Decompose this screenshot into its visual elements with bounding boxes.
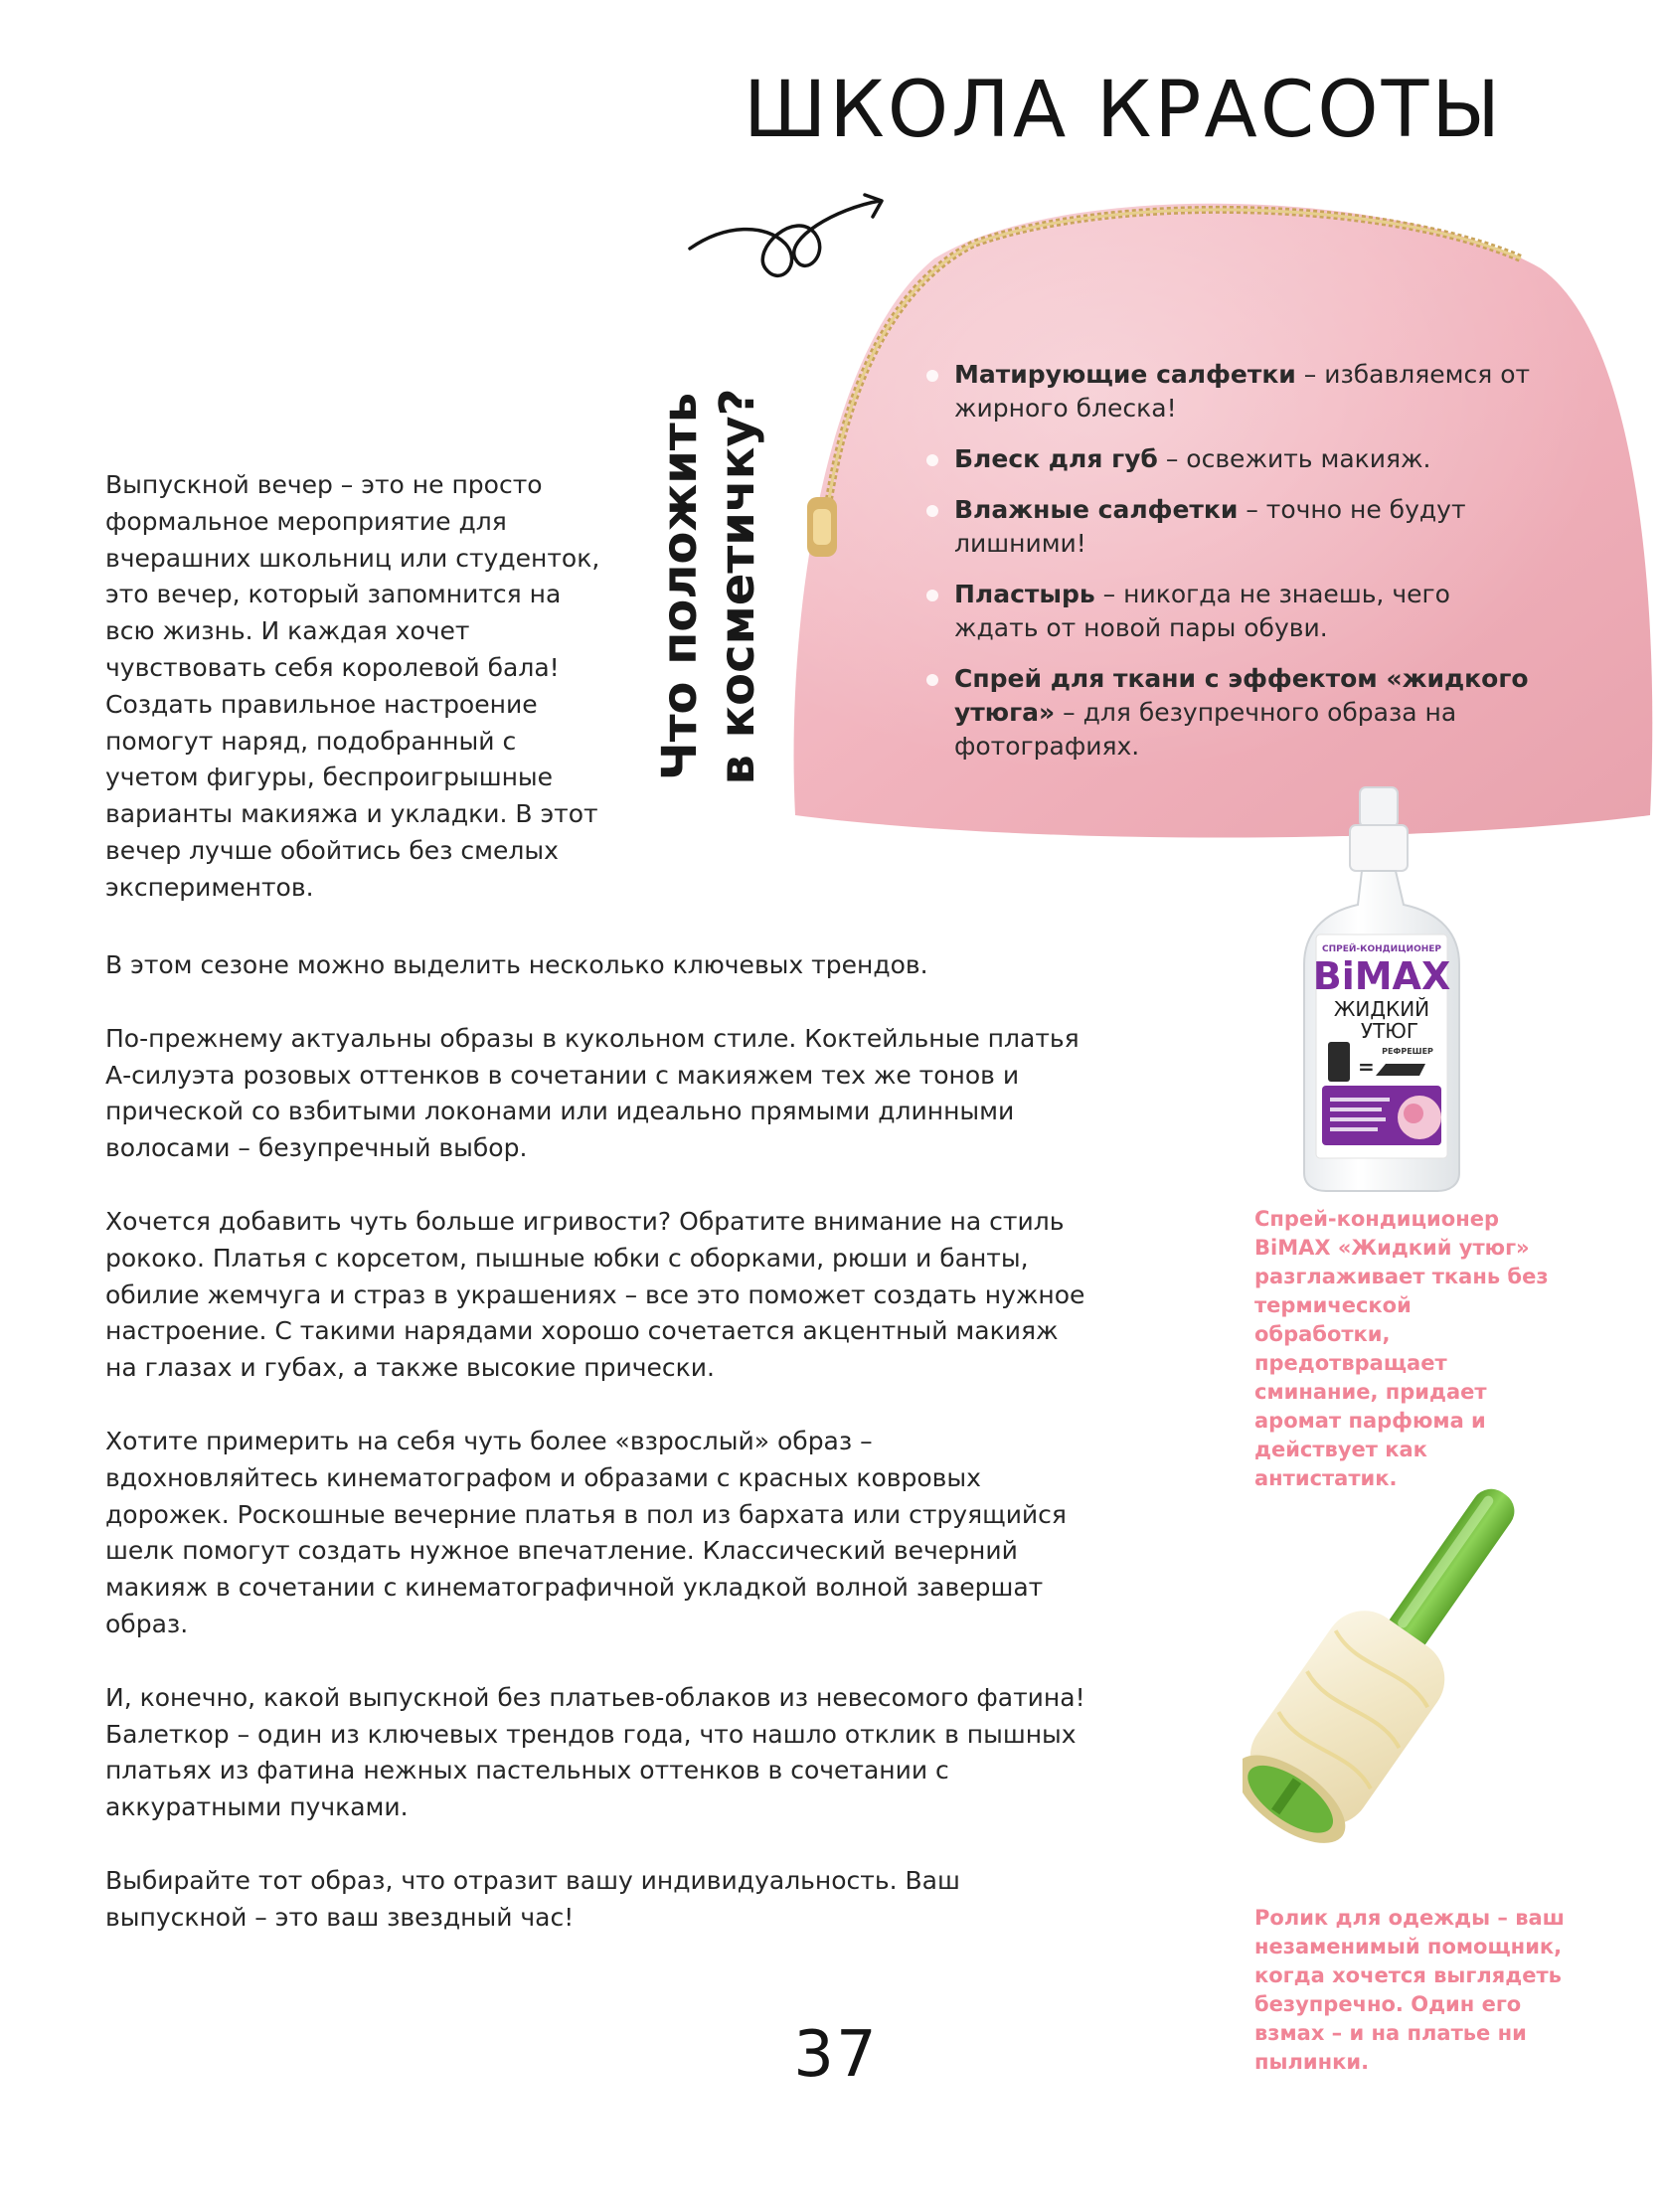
checklist-item: Пластырь – никогда не знаешь, чего ждать от новой пары обуви. <box>924 578 1541 645</box>
checklist-item: Матирующие салфетки – избавляемся от жирного блеска! <box>924 358 1541 425</box>
body-paragraph: В этом сезоне можно выделить несколько ключевых трендов. <box>105 950 928 979</box>
body-paragraph: И, конечно, какой выпускной без платьев-облаков из невесомого фатина! Балеткор – один из ключевых трендов года, что нашло отклик в пышных платьях из фатина нежных пастельных оттенков в сочетании с аккуратными пучками. <box>105 1682 1085 1822</box>
checklist-item: Спрей для ткани с эффектом «жидкого утюга» – для безупречного образа на фотографиях. <box>924 662 1541 764</box>
body-paragraph: Выбирайте тот образ, что отразит вашу индивидуальность. Ваш выпускной – это ваш звездный час! <box>105 1865 960 1932</box>
spray-name-line2: УТЮГ <box>1360 1019 1419 1043</box>
body-paragraph: Хочется добавить чуть больше игривости? Обратите внимание на стиль рококо. Платья с корсетом, пышные юбки с оборками, рюши и банты, обилие жемчуга и страз в украшениях – все это поможет создать нужное настроение. С такими нарядами хорошо сочетается акцентный макияж на глазах и губах, а также высокие прически. <box>105 1206 1085 1383</box>
pouch-checklist <box>924 358 1541 780</box>
svg-text:=: = <box>1358 1055 1375 1079</box>
roller-caption: Ролик для одежды – ваш незаменимый помощник, когда хочется выглядеть безупречно. Один его взмах – и на платье ни пылинки. <box>1254 1906 1565 2074</box>
section-title: ШКОЛА КРАСОТЫ <box>744 66 1504 155</box>
intro-paragraph: Выпускной вечер – это не просто формальное мероприятие для вчерашних школьниц или студенток, это вечер, который запомнится на всю жизнь. И каждая хочет чувствовать себя королевой бала! Создать правильное настроение помогут наряд, подобранный с учетом фигуры, беспроигрышные варианты макияжа и укладки. В этот вечер лучше обойтись без смелых экспериментов. <box>105 470 600 902</box>
page-number: 37 <box>793 2018 879 2092</box>
vertical-heading-line-1: Что положить <box>652 392 708 781</box>
spray-name-line1: ЖИДКИЙ <box>1333 997 1430 1021</box>
body-paragraph: Хотите примерить на себя чуть более «взрослый» образ – вдохновляйтесь кинематографом и образами с красных ковровых дорожек. Роскошные вечерние платья в пол из бархата или струящийся шелк помогут создать нужное впечатление. Классический вечерний макияж в сочетании с кинематографичной укладкой волной завершат образ. <box>105 1426 1067 1638</box>
spray-label-top: СПРЕЙ-КОНДИЦИОНЕР <box>1321 944 1442 954</box>
spray-sub: РЕФРЕШЕР <box>1382 1047 1433 1056</box>
checklist-item: Влажные салфетки – точно не будут лишними! <box>924 493 1541 561</box>
vertical-heading-line-2: в косметичку? <box>710 388 765 785</box>
spray-bottle-image <box>1292 785 1471 1193</box>
article-body <box>105 947 1089 1937</box>
vertical-heading <box>651 328 790 845</box>
body-paragraph: По-прежнему актуальны образы в кукольном стиле. Коктейльные платья А-силуэта розовых оттенков в сочетании с макияжем тех же тонов и прической со взбитыми локонами или идеально прямыми длинными волосами – безупречный выбор. <box>105 1023 1080 1163</box>
lint-roller-image <box>1243 1481 1531 1879</box>
checklist-item: Блеск для губ – освежить макияж. <box>924 442 1541 476</box>
spray-caption: Спрей-кондиционер BiMAX «Жидкий утюг» разглаживает ткань без термической обработки, предотвращает сминание, придает аромат парфюма и действует как антистатик. <box>1254 1207 1549 1490</box>
spray-brand: BiMAX <box>1312 954 1451 998</box>
